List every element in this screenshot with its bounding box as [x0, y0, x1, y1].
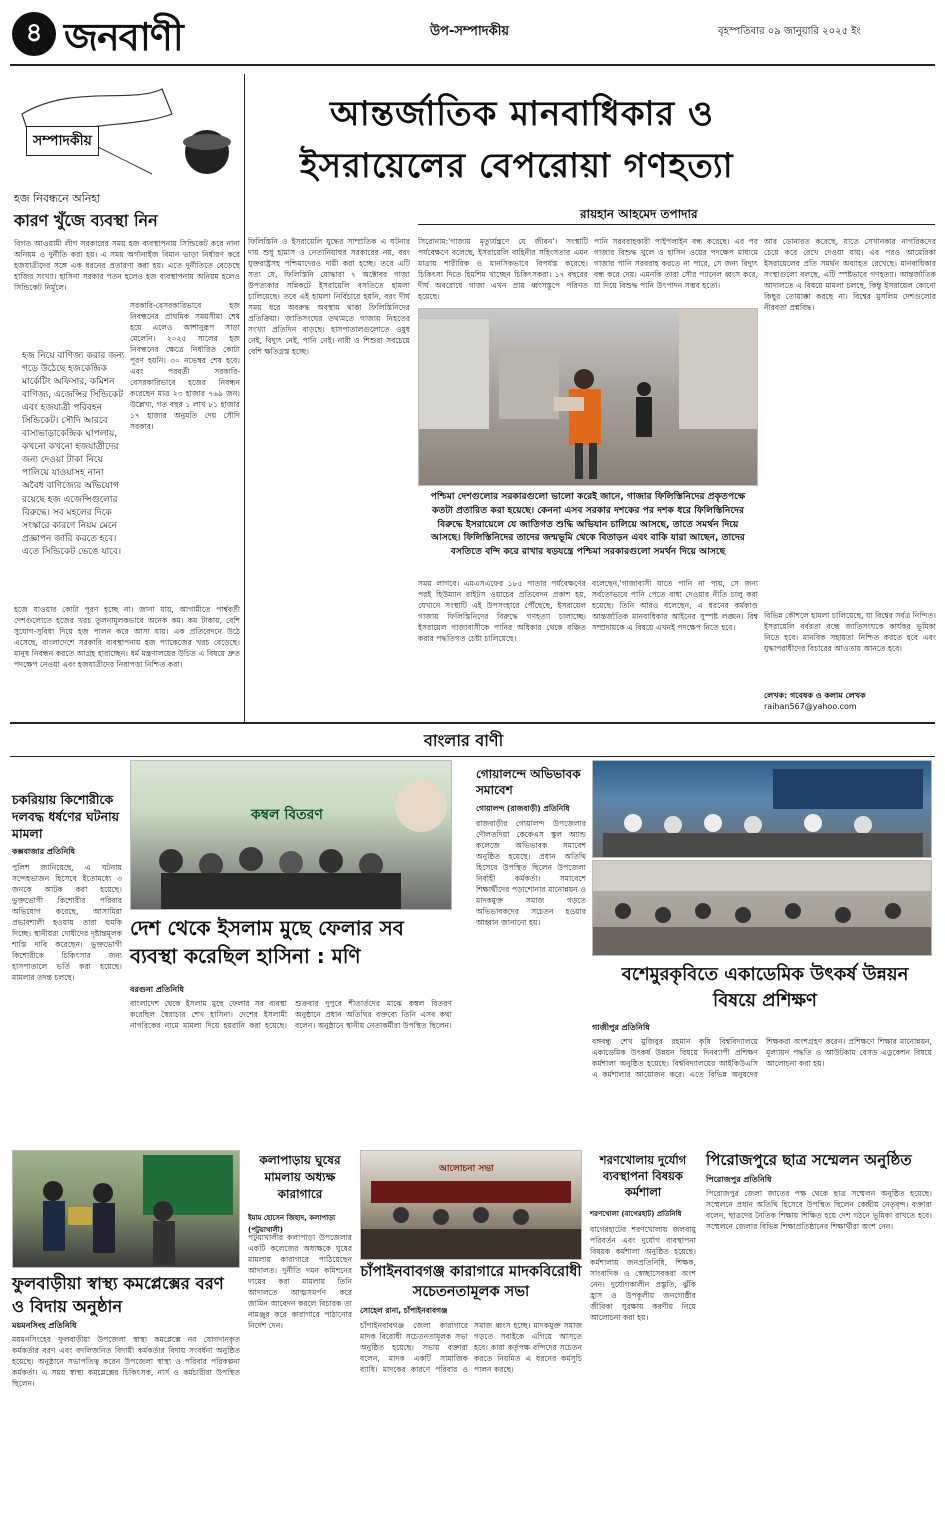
- story2-byline: বরগুনা প্রতিনিধি: [130, 985, 184, 994]
- story2-title[interactable]: দেশ থেকে ইসলাম মুছে ফেলার সব ব্যবস্থা করেছিল হাসিনা : মণি: [130, 916, 404, 968]
- story3-title[interactable]: গোয়ালন্দে অভিভাবক সমাবেশ: [476, 767, 581, 798]
- story7-byline: সোহেল রানা, চাঁপাইনবাবগঞ্জ: [360, 1306, 448, 1315]
- story5-photo: [12, 1150, 240, 1268]
- editorial-kicker: হজ নিবন্ধনে অনিহা: [14, 192, 101, 205]
- oped-author: রায়হান আহমেদ তপাদার: [580, 207, 698, 221]
- oped-column-3: পানি সরবরাহকারী পাইপলাইন বন্ধ করেছে। এর পর গাজার বিশুদ্ধ খুলে ও হাসিন ওয়ের পদক্ষেপ মাধ্যমে গাজার পানি সরবরাহ করতে না পারে, সে জন্য বিদ্যুৎ বন্ধ করে দেয়। এমনকি তারা সৌর প্যানেল ধ্বংস করে, যা দিয়ে বিশুদ্ধ পানি উৎপাদন সম্ভব হতো।: [594, 237, 758, 290]
- story5-body: ময়মনসিংহের ফুলবাড়ীয়া উপজেলা স্বাস্থ্য কমপ্লেক্সে নব যোগদানকৃত কর্মকর্তার বরণ এবং বদলিজনিত বিদায়ী কর্মকর্তার বিদায় সংবর্ধনা অনুষ্ঠিত হয়েছে। অনুষ্ঠানে সভাপতিত্ব করেন উপজেলা স্বাস্থ্য ও পরিবার পরিকল্পনা কর্মকর্তা। এ সময় স্বাস্থ্য কমপ্লেক্সের চিকিৎসক, নার্স ও কর্মচারীরা উপস্থিত ছিলেন।: [12, 1335, 240, 1388]
- oped-column-1: ফিলিস্তিনি ও ইসরায়েলি যুদ্ধের সাম্প্রতিক এ ঘটনার দায় শুধু হামাস ও নেতানিয়াহুর সরকারের নয়, বরং যুক্তরাষ্ট্রসহ পশ্চিমাদেরও দায়ী করা হচ্ছে। তবে এটি সত্য যে, ফিলিস্তিনি যোদ্ধারা ৭ অক্টোবর গাজা উপত্যকার সন্নিকটে ইসরায়েলি বসতিতে হামলা চালিয়েছে। তবে এই হামলা নির্বিচারে হয়নি, বরং দীর্ঘ সময় ধরে অবরুদ্ধ অবস্থায় থাকা ফিলিস্তিনিদের প্রতিক্রিয়া। জাতিসংঘের তথ্যমতে গাজায় নিহতের সংখ্যা প্রতিদিন বাড়ছে। হাসপাতালগুলোতে ওষুধ নেই, বিদ্যুৎ নেই, পানি নেই। নারী ও শিশুরা সবচেয়ে বেশি ক্ষতিগ্রস্ত হচ্ছে।: [248, 237, 410, 356]
- page-number-badge: ৪: [12, 12, 56, 56]
- story4-title[interactable]: বশেমুরকৃবিতে একাডেমিক উৎকর্ষ উন্নয়ন বিষয়ে প্রশিক্ষণ: [621, 964, 909, 1012]
- story2-banner-text: কম্বল বিতরণ: [251, 807, 323, 823]
- story7-title[interactable]: চাঁপাইনবাবগঞ্জ কারাগারে মাদকবিরোধী সচেতনতামূলক সভা: [360, 1264, 582, 1301]
- oped-column-2b: বলেছেন,'গাজাবাসী যাতে পানি না পায়, সে জন্য সর্বতোভাবে পানি পেতে বাধা দেওয়ার নীতি চালু করা হয়েছে। তিনি আরও বলেছেন, এ ধরনের কর্মকাণ্ড আন্তর্জাতিক মানবাধিকার আইনের সুস্পষ্ট লঙ্ঘন। বিশ্ব সম্প্রদায়কে এ বিষয়ে এখনই পদক্ষেপ নিতে হবে।: [592, 579, 758, 632]
- oped-column-2: সিরোনাম:'গাজায় মৃত্যুর্যন্ত্রণে যে জীবন'। সংস্থাটি পর্যবেক্ষণে বলেছে, ইসরায়েলি বাহিনীর সহিংসতার এমন মাত্রায় শারীরিক ও মানসিকভাবে বিপর্যস্ত করেছে। চিকিৎসা দিতে হিমশিম খাচ্ছেন চিকিৎসকরা। ১৭ বছরের দীর্ঘ অবরোধে গাজা এখন প্রায় ধ্বংসস্তূপে পরিণত হয়েছে।: [418, 237, 588, 301]
- story9-body: পিরোজপুর জেলা জাতের পক্ষ থেকে ছাত্র সম্মেলন অনুষ্ঠিত হয়েছে। সম্মেলনে প্রধান অতিথি হিসেবে উপস্থিত ছিলেন কেন্দ্রীয় নেতৃবৃন্দ। বক্তারা বলেন, ছাত্রদের নৈতিক শিক্ষায় শিক্ষিত হয়ে দেশ গঠনে ভূমিকা রাখতে হবে। সম্মেলনে জেলার বিভিন্ন শিক্ষাপ্রতিষ্ঠানের শিক্ষার্থীরা অংশ নেন।: [706, 1189, 932, 1231]
- photo-caption: পশ্চিমা দেশগুলোর সরকারগুলো ভালো করেই জানে, গাজার ফিলিস্তিনিদের প্রকৃতপক্ষে কতটা প্রতারিত করা হয়েছে। কেননা এসব সরকার দশকের পর দশক ধরে ফিলিস্তিনিদের বিরুদ্ধে ইসরায়েলে যে জাতিগত শুদ্ধি অভিযান চালিয়ে আসছে, তাতে সমর্থন দিয়ে আসছে। ফিলিস্তিনিদের তাদের জন্মভূমি থেকে বিতাড়ন এবং বাকি যারা আছেন, তাদের বসতিতে বন্দি করে রাখার ষড়যন্ত্রে পশ্চিমা সরকারগুলো সমর্থন দিয়ে আসছে: [430, 491, 746, 558]
- newspaper-logo[interactable]: জনবাণী: [64, 15, 183, 59]
- story1-body: পুলিশ জানিয়েছে, এ ঘটনায় সন্দেহভাজন হিসেবে ইতোমধ্যে ৩ জনকে আটক করা হয়েছে। ভুক্তভোগী কিশোরীর পরিবার অভিযোগ করেছে, আসামিরা প্রভাবশালী হওয়ায় তারা হুমকি দিচ্ছে। স্থানীয়রা দোষীদের দৃষ্টান্তমূলক শাস্তি দাবি করেছেন। ভুক্তভোগী কিশোরীকে চিকিৎসার জন্য হাসপাতালে ভর্তি করা হয়েছে। মামলার তদন্ত চলছে।: [12, 863, 122, 982]
- oped-column-4: আর ডোনারত করেছে, যাতে সেখানকার নাগরিকদের চেয়ে করে রেখে দেওয়া যায়। এর পরও আমেরিকা ইসরায়েলের প্রতি সমর্থন অব্যাহত রেখেছে। মানবাধিকার সংস্থাগুলো বলছে, এটি স্পষ্টভাবে গণহত্যা। আন্তর্জাতিক আদালতে এ বিষয়ে মামলা চলছে, কিন্তু ইসরায়েল কোনো কিছুর তোয়াক্কা করছে না। বিশ্বের মুসলিম দেশগুলোর নীরবতা প্রশ্নবিদ্ধ।: [764, 237, 936, 312]
- story9-byline: পিরোজপুর প্রতিনিধি: [706, 1175, 772, 1184]
- rubble-street-image: [419, 309, 758, 486]
- story2-photo: [130, 760, 452, 910]
- section-label: উপ-সম্পাদকীয়: [430, 24, 510, 39]
- story4-body: বঙ্গবন্ধু শেখ মুজিবুর রহমান কৃষি বিশ্ববিদ্যালয়ে একাডেমিক উৎকর্ষ উন্নয়ন বিষয়ে দিনব্যাপী প্রশিক্ষণ কর্মশালা অনুষ্ঠিত হয়েছে। বিশ্ববিদ্যালয়ের আইকিউএসি এ কর্মশালার আয়োজন করে। এতে বিভিন্ন অনুষদের শিক্ষকরা অংশগ্রহণ করেন। প্রশিক্ষণে শিক্ষার মানোন্নয়ন, মূল্যায়ন পদ্ধতি ও আউটকাম বেসড এডুকেশন বিষয়ে আলোচনা করা হয়।: [592, 1037, 932, 1079]
- story4-photo-bottom: [592, 860, 932, 956]
- story5-byline: ময়মনসিংহ প্রতিনিধি: [12, 1321, 77, 1330]
- story1-byline: কক্সবাজার প্রতিনিধি: [12, 847, 76, 856]
- editorial-title: কারণ খুঁজে ব্যবস্থা নিন: [14, 211, 158, 230]
- story6-body: পটুয়াখালীর কলাপাড়া উপজেলার একটি কলেজের অধ্যক্ষকে ঘুষের মামলায় কারাগারে পাঠিয়েছেন আদালত। দুর্নীতি দমন কমিশনের দায়ের করা মামলায় তিনি আদালতে আত্মসমর্পণ করে জামিন আবেদন করলে বিচারক তা নামঞ্জুর করে কারাগারে পাঠানোর নির্দেশ দেন।: [248, 1233, 352, 1330]
- story3-body: রাজবাড়ীর গোয়ালন্দ উপজেলার দৌলতদিয়া কেকেএস স্কুল অ্যান্ড কলেজে অভিভাবক সমাবেশ অনুষ্ঠিত হয়েছে। প্রধান অতিথি হিসেবে উপস্থিত ছিলেন উপজেলা নির্বাহী কর্মকর্তা। সমাবেশে শিক্ষার্থীদের পড়াশোনার মানোন্নয়ন ও মাদকমুক্ত সমাজ গড়তে অভিভাবকদের সচেতন হওয়ার আহ্বান জানানো হয়।: [476, 819, 586, 927]
- column-divider: [244, 74, 245, 724]
- masthead-rule: [10, 64, 935, 66]
- author-email[interactable]: raihan567@yahoo.com: [764, 702, 857, 711]
- banglar-bani-banner: বাংলার বাণী: [410, 728, 517, 755]
- award-ceremony-image: [13, 1151, 240, 1268]
- story6-byline: ইমাম হোসেন জিহাদ, কলাপাড়া (পটুয়াখালী): [248, 1214, 336, 1234]
- oped-title-line1: আন্তর্জাতিক মানবাধিকার ও: [330, 94, 715, 134]
- seminar-audience-image: [593, 861, 932, 956]
- story5-title[interactable]: ফুলবাড়ীয়া স্বাস্থ্য কমপ্লেক্সের বরণ ও বিদায় অনুষ্ঠান: [12, 1274, 224, 1317]
- oped-column-3b: বিভিন্ন কৌশলে হামলা চালিয়েছে, যা বিশ্বের সর্বত্র নিন্দিত। ইসরায়েলি বর্বরতা বন্ধে জাতিসংঘকে কার্যকর ভূমিকা নিতে হবে। মানবিক সহায়তা নিশ্চিত করতে হবে এবং যুদ্ধাপরাধীদের বিচারের আওতায় আনতে হবে।: [764, 611, 936, 653]
- story8-byline: শরণখোলা (বাগেরহাট) প্রতিনিধি: [590, 1210, 682, 1218]
- story3-byline: গোয়ালন্দ (রাজবাড়ী) প্রতিনিধি: [476, 804, 570, 813]
- workshop-stage-image: [593, 761, 932, 858]
- gaza-photo: [418, 308, 758, 486]
- oped-column-1b: সময় লাগবে। এমএসএফের ১৮৫ পাতার পর্যবেক্ষণের পরই হিউম্যান রাইটস ওয়াচের প্রতিবেদন প্রকাশ হয়, যেখানে সংস্থাটি এই উপসংহারে পৌঁছেছে, ইসরায়েল গাজায় ফিলিস্তিনিদের বিরুদ্ধে গণহত্যা চালাচ্ছে। ইসরায়েল গাজাবাসীকে পানির অধিকার থেকে বঞ্চিত করার পদ্ধতিগত চেষ্টা চালিয়েছে।: [418, 579, 586, 643]
- editorial-body-right: সরকারি-বেসরকারিভাবে হজ নিবন্ধনের প্রাথমিক সময়সীমা শেষ হয়ে এলেও আশানুরূপ সাড়া মেলেনি। ২০২৫ সালের হজ নিবন্ধনের ক্ষেত্রে নির্ধারিত কোটা পূরণ হয়নি। ৩০ নভেম্বর শেষ হবে। এবং পরবর্তী সরকারি-বেসরকারিভাবে হজের নিবন্ধন করেছেন মাত্র ২৩ হাজার ৭৬৯ জন। উল্লেখ্য, গত বছর ১ লাখ ৮১ হাজার ১৭ হাজার অনুমতি দেয় সৌদি সরকার।: [130, 301, 240, 431]
- story7-body: চাঁপাইনবাবগঞ্জ জেলা কারাগারে মাদক বিরোধী সচেতনতামূলক সভা অনুষ্ঠিত হয়েছে। সভায় বক্তারা বলেন, মাদক একটি সামাজিক ব্যাধি। মাদকের কারণে পরিবার ও সমাজ ধ্বংস হচ্ছে। মাদকমুক্ত সমাজ গড়তে সবাইকে এগিয়ে আসতে হবে। কারা কর্তৃপক্ষ বন্দিদের সচেতন করতে নিয়মিত এ ধরনের কর্মসূচি পালন করছে।: [360, 1321, 582, 1374]
- editorial-body-bottom: হজে যাওয়ার কোটা পূরণ হচ্ছে না। জানা যায়, আগামীতে পার্শ্ববর্তী দেশগুলোতে হজের খরচ তুলনামূলকভাবে অনেক কম। কম টাকায়, বেশি সুযোগ-সুবিধা দিয়ে হজ পালন করে আসা যায়। এক প্রতিবেদনে উঠে এসেছে, বাংলাদেশে সরকারি ব্যবস্থাপনায় হজ প্যাকেজের খরচ বেড়েছে। মানুষ নিবন্ধন করতে আগ্রহ হারাচ্ছেন। ধর্ম মন্ত্রণালয়ের উচিত এ বিষয়ে দ্রুত পদক্ষেপ নেওয়া এবং হজযাত্রীদের নিরাপত্তা নিশ্চিত করা।: [14, 605, 240, 669]
- story4-photo-top: [592, 760, 932, 858]
- story7-photo: [360, 1150, 582, 1260]
- story4-byline: গাজীপুর প্রতিনিধি: [592, 1023, 650, 1032]
- crowd-image: [131, 761, 452, 910]
- story2-body: বাংলাদেশ থেকে ইসলাম মুছে ফেলার সব ব্যবস্থা করেছিল স্বৈরাচার শেখ হাসিনা। দেশের ইসলামী নাগরিকের নামে মামলা দিয়ে হয়রানি করা হয়েছে। শুক্রবার দুপুরে শীতার্তদের মাঝে কম্বল বিতরণ অনুষ্ঠানে প্রধান অতিথির বক্তব্যে তিনি এসব কথা বলেন। অনুষ্ঠানে স্থানীয় নেতাকর্মীরা উপস্থিত ছিলেন।: [130, 999, 452, 1030]
- oped-author-rule: [418, 224, 935, 225]
- oped-title-line2: ইসরায়েলের বেপরোয়া গণহত্যা: [300, 146, 734, 186]
- story1-title[interactable]: চকরিয়ায় কিশোরীকে দলবদ্ধ ধর্ষণের ঘটনায় মামলা: [12, 792, 120, 841]
- story8-title[interactable]: শরণখোলায় দুর্যোগ ব্যবস্থাপনা বিষয়ক কর্মশালা: [599, 1153, 687, 1200]
- editorial-pull-quote: হজ নিয়ে বাণিজ্য করার জন্য গড়ে উঠেছে হজকেন্দ্রিক মার্কেটিং অফিসার, কমিশন বাণিজ্য, এজেন্সির সিন্ডিকেট এবং হজযাত্রী পরিবহন সিন্ডিকেট। সৌদি আরবে বাসাভাড়াকেন্দ্রিক ঘাপলায়, কখনো কখনো হজযাত্রীদের জন্য দেওয়া টাকা নিয়ে পালিয়ে যাওয়াসহ নানা অবৈধ বাণিজ্যের অভিযোগ রয়েছে হজ এজেন্সিগুলোর বিরুদ্ধে। সব মহলের দিকে সংস্কারে কারণে নিয়ম মেনে প্রজ্ঞাপন জারি করতে হবে। এতে সিন্ডিকেট ভেঙে যাবে।: [22, 351, 125, 557]
- section-rule-bottom: [10, 756, 935, 757]
- editorial-body-intro: বিগত আওয়ামী লীগ সরকারের সময় হজ ব্যবস্থাপনায় সিন্ডিকেট করে নানা অনিয়ম ও দুর্নীতি করা হয়। এ সময় অর্গানাইজ বিমান ভাড়া নির্ধারণ করে হজযাত্রীদের সঙ্গে এক ধরনের প্রতারণা করা হয়। এতে দুর্নীতিতে বেড়েছে হাজির সংখ্যা। হাসিনা সরকার পতন হলেও হজ ব্যবস্থাপনায় অনিয়ম হলেও সিন্ডিকেট নির্মূলে।: [14, 239, 240, 292]
- editorial-badge: সম্পাদকীয়: [26, 126, 99, 156]
- story9-title[interactable]: পিরোজপুরে ছাত্র সম্মেলন অনুষ্ঠিত: [706, 1151, 912, 1169]
- author-footer: লেখক: গবেষক ও কলাম লেখক: [764, 691, 866, 700]
- story7-banner-text: আলোচনা সভা: [439, 1164, 494, 1174]
- issue-date: বৃহস্পতিবার ০৯ জানুয়ারি ২০২৫ ইং: [718, 26, 861, 37]
- story8-body: বাগেরহাটের শরণখোলায় জলবায়ু পরিবর্তন এবং দুর্যোগ ব্যবস্থাপনা বিষয়ক কর্মশালা অনুষ্ঠিত হয়েছে। কর্মশালায় জনপ্রতিনিধি, শিক্ষক, সাংবাদিক ও স্বেচ্ছাসেবকরা অংশ নেন। দুর্যোগকালীন প্রস্তুতি, ঝুঁকি হ্রাস ও উপকূলীয় জনগোষ্ঠীর জীবিকা সুরক্ষায় করণীয় নিয়ে আলোচনা করা হয়।: [590, 1225, 696, 1322]
- section-rule-top: [10, 722, 935, 724]
- story6-title[interactable]: কলাপাড়ায় ঘুষের মামলায় অধ্যক্ষ কারাগারে: [259, 1153, 341, 1201]
